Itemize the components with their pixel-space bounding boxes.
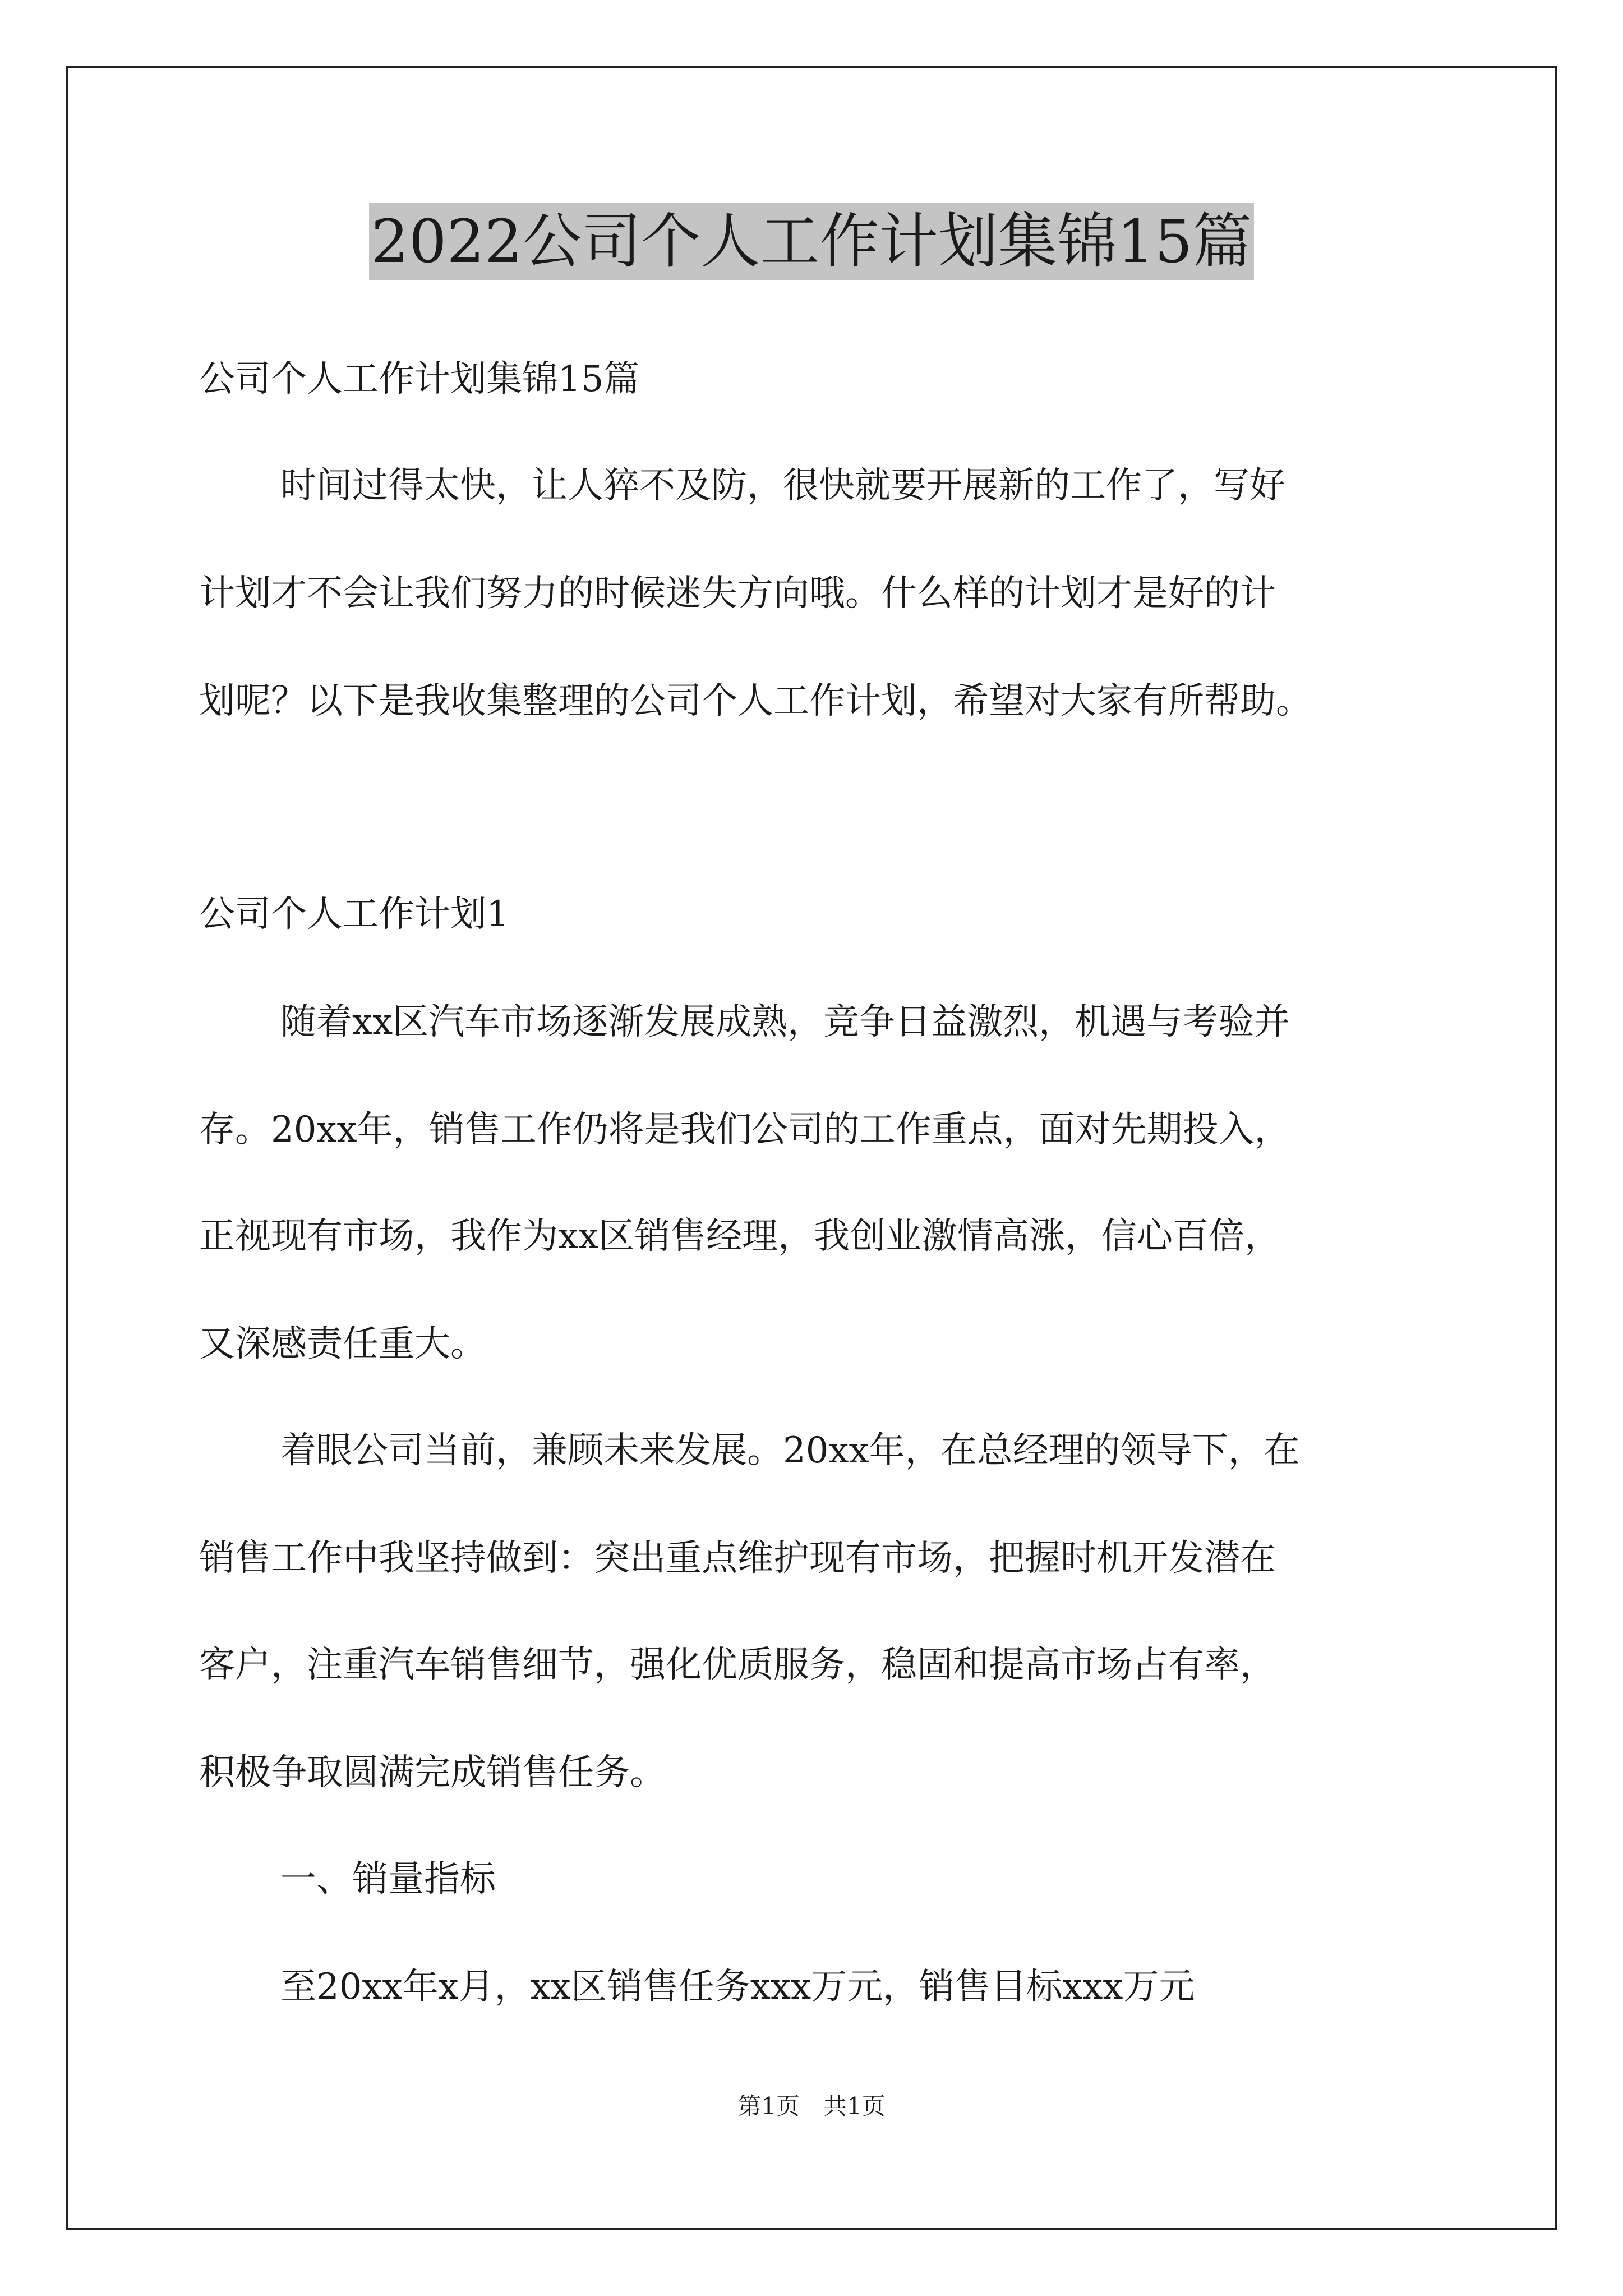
paragraph1-line-2: 存。20xx年，销售工作仍将是我们公司的工作重点，面对先期投入， [199, 1109, 1290, 1151]
intro-line-1: 时间过得太快，让人猝不及防，很快就要开展新的工作了，写好 [280, 465, 1285, 507]
page-footer: 第1页 共1页 [737, 2092, 886, 2120]
paragraph1-line-1: 随着xx区汽车市场逐渐发展成熟，竞争日益激烈，机遇与考验并 [280, 1001, 1290, 1043]
section-heading: 公司个人工作计划1 [199, 894, 509, 935]
title-container [0, 203, 1623, 280]
intro-line-2: 计划才不会让我们努力的时候迷失方向哦。什么样的计划才是好的计 [199, 573, 1276, 614]
paragraph3-line-1: 至20xx年x月，xx区销售任务xxx万元，销售目标xxx万元 [280, 1966, 1195, 2008]
paragraph2-line-1: 着眼公司当前，兼顾未来发展。20xx年，在总经理的领导下，在 [280, 1430, 1300, 1471]
paragraph1-line-4: 又深感责任重大。 [199, 1323, 486, 1365]
subheading: 一、销量指标 [280, 1858, 496, 1900]
document-title: 2022公司个人工作计划集锦15篇 [369, 203, 1255, 280]
paragraph2-line-3: 客户，注重汽车销售细节，强化优质服务，稳固和提高市场占有率， [199, 1644, 1276, 1686]
paragraph1-line-3: 正视现有市场，我作为xx区销售经理，我创业激情高涨，信心百倍， [199, 1216, 1281, 1257]
document-subtitle: 公司个人工作计划集锦15篇 [199, 358, 640, 400]
intro-line-3: 划呢？以下是我收集整理的公司个人工作计划，希望对大家有所帮助。 [199, 680, 1312, 722]
paragraph2-line-2: 销售工作中我坚持做到：突出重点维护现有市场，把握时机开发潜在 [199, 1538, 1276, 1579]
paragraph2-line-4: 积极争取圆满完成销售任务。 [199, 1752, 666, 1793]
